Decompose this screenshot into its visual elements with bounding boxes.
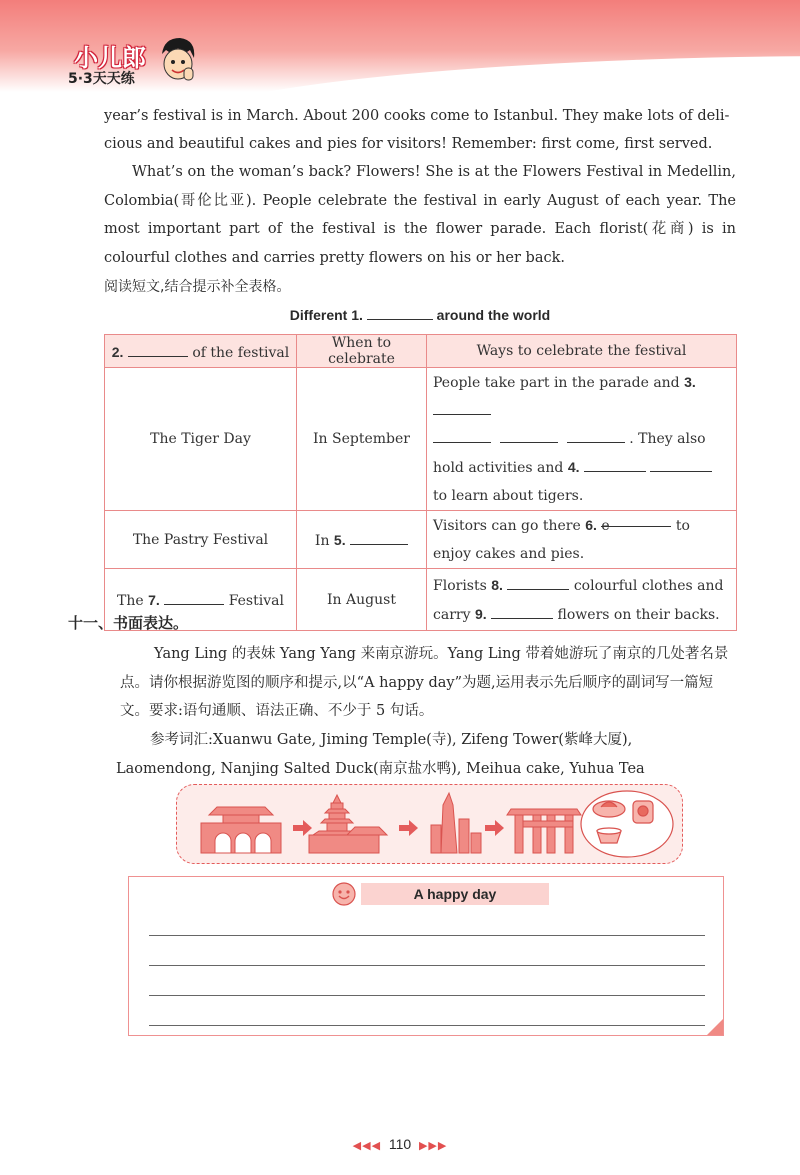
arrow-right-icon (485, 820, 504, 836)
ways-cell (427, 368, 737, 511)
name-text: Festival (228, 593, 284, 609)
tour-route-illustration (176, 784, 683, 864)
mascot-icon (156, 34, 200, 90)
when-cell: In September (297, 368, 427, 511)
passage-line-2: cious and beautiful cakes and pies for visitors! Remember: first come, first served. (104, 136, 713, 152)
answer-blank-6[interactable] (601, 512, 671, 534)
question-number: 8. (491, 576, 503, 593)
section-heading: 十一、书面表达。 (68, 614, 189, 632)
composition-title: A happy day (361, 883, 549, 905)
ways-text: Florists (433, 577, 487, 594)
question-number: 9. (474, 605, 487, 622)
answer-blank-2[interactable] (128, 342, 188, 357)
answer-blank-4b[interactable] (650, 457, 712, 472)
city-gate-icon (201, 807, 281, 853)
answer-blank-9[interactable] (491, 604, 553, 619)
prev-arrows-icon: ◀◀◀ (352, 1140, 382, 1152)
ways-text: People take part in the parade and (433, 375, 680, 391)
skyscraper-icon (431, 793, 481, 853)
archway-icon (507, 809, 581, 853)
table-row (105, 368, 737, 511)
festival-table (104, 334, 737, 631)
when-text: In (314, 533, 330, 549)
table-title-suffix: around the world (436, 307, 551, 323)
writing-line-4[interactable] (149, 1025, 705, 1026)
table-title-prefix: Different 1. (289, 307, 363, 323)
name-text: The (117, 593, 144, 609)
brand-logo (64, 38, 204, 92)
passage-paragraph-2: What’s on the woman’s back? Flowers! She is at the Flowers Festival in Medellin, Colombia(哥伦比亚). People celebrate the festival in early August of each year. The most important part of the festival is the flower parade. Each florist(花商) is in colourful clothes and carries pretty flowers on his or her back. (104, 164, 736, 266)
arrow-right-icon (399, 820, 418, 836)
answer-blank-3b[interactable] (433, 428, 491, 443)
page-footer (0, 1136, 800, 1152)
ways-text: to enjoy cakes and pies. (433, 518, 690, 562)
reading-instruction: 阅读短文,结合提示补全表格。 (104, 279, 291, 295)
pagoda-icon (309, 795, 387, 853)
answer-blank-3c[interactable] (500, 428, 558, 443)
writing-line-1[interactable] (149, 935, 705, 936)
brand-title: 小儿郎 (74, 44, 146, 72)
ways-text: Visitors can go there (433, 518, 581, 534)
ways-text: . They also hold activities and (433, 431, 706, 476)
hint-letter: e (601, 518, 610, 534)
header-festival-name (105, 335, 297, 368)
question-number: 6. (585, 517, 597, 533)
header-col1-text: of the festival (192, 344, 290, 361)
answer-blank-3d[interactable] (567, 428, 625, 443)
when-cell: In August (297, 569, 427, 631)
answer-blank-8[interactable] (507, 575, 569, 590)
composition-box (128, 876, 724, 1036)
question-number: 4. (567, 459, 580, 475)
arrow-right-icon (293, 820, 312, 836)
writing-prompt: Yang Ling 的表妹 Yang Yang 来南京游玩。Yang Ling 带着她游玩了南京的几处著名景点。请你根据游览图的顺序和提示,以“A happy day”为题,运用表示先后顺序的副词写一篇短文。要求:语句通顺、语法正确、不少于 5 句话。 (120, 646, 729, 719)
question-number: 5. (333, 532, 346, 548)
series-name: 5·3天天练 (68, 71, 135, 87)
question-number: 3. (684, 374, 696, 390)
writing-line-3[interactable] (149, 995, 705, 996)
writing-line-2[interactable] (149, 965, 705, 966)
header-ways: Ways to celebrate the festival (427, 335, 737, 368)
tour-route-icons (177, 785, 682, 863)
answer-blank-7[interactable] (164, 590, 224, 605)
ways-text: to learn about tigers. (433, 488, 584, 504)
header-when: When to celebrate (297, 335, 427, 368)
ways-text: flowers on their backs. (557, 606, 720, 623)
table-header-row (105, 335, 737, 368)
ways-cell (427, 569, 737, 631)
next-arrows-icon: ▶▶▶ (418, 1140, 448, 1152)
ways-cell (427, 511, 737, 569)
smiley-icon (331, 881, 357, 907)
ways-text: colourful clothes and carry (433, 577, 724, 623)
when-cell (297, 511, 427, 569)
festival-name-cell: The Pastry Festival (105, 511, 297, 569)
passage-line-1: year’s festival is in March. About 200 cooks come to Istanbul. They make lots of deli- (104, 108, 730, 124)
answer-blank-4a[interactable] (584, 457, 646, 472)
answer-blank-5[interactable] (350, 530, 408, 545)
food-icon (581, 791, 673, 857)
question-number: 2. (111, 343, 124, 360)
writing-vocabulary: 参考词汇:Xuanwu Gate, Jiming Temple(寺), Zifeng Tower(紫峰大厦), Laomendong, Nanjing Salted Duck(南京盐水鸭), Meihua cake, Yuhua Tea (116, 732, 645, 777)
answer-blank-1[interactable] (367, 305, 433, 320)
question-number: 7. (148, 592, 160, 608)
festival-name-cell: The Tiger Day (105, 368, 297, 511)
table-row (105, 569, 737, 631)
answer-blank-3a[interactable] (433, 400, 491, 415)
table-row (105, 511, 737, 569)
page-number: 110 (388, 1136, 412, 1152)
table-title (0, 305, 800, 323)
corner-decoration-icon (707, 1019, 723, 1035)
